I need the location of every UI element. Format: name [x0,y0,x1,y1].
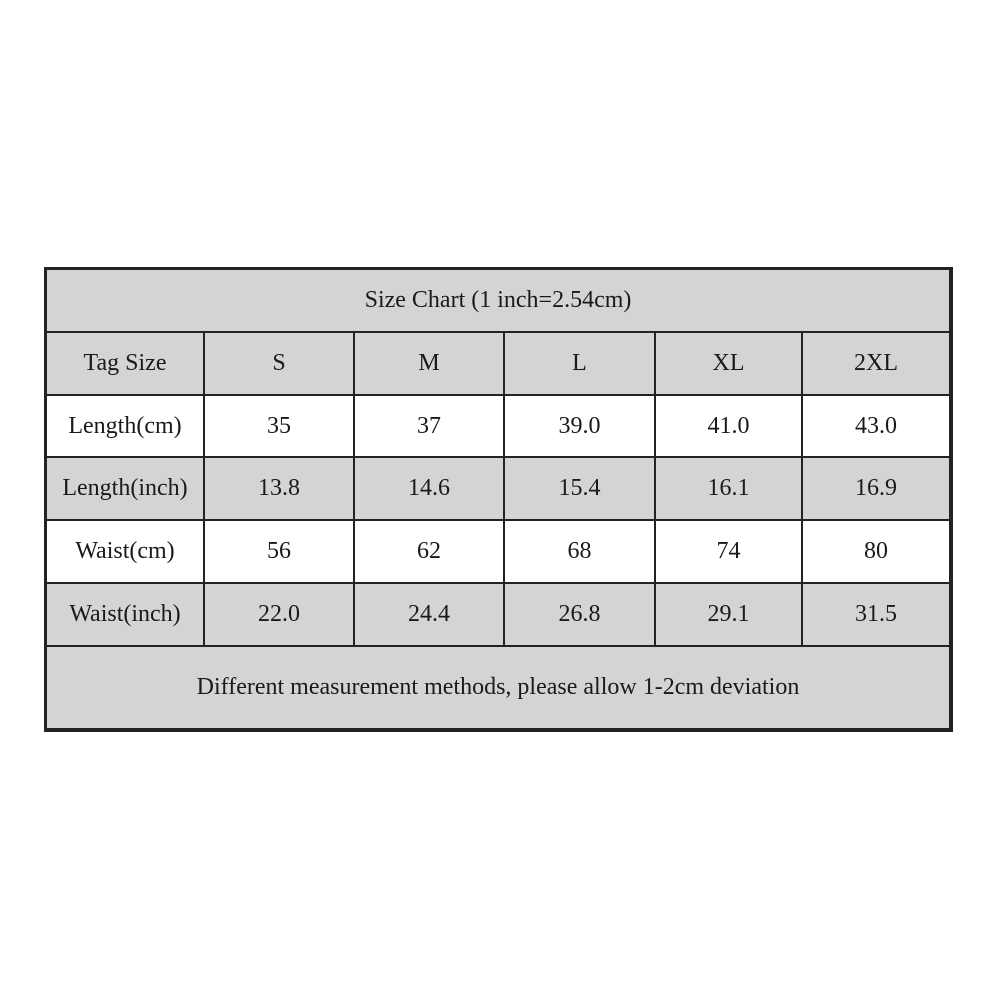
row-label: Length(cm) [47,395,204,458]
table-cell: 16.9 [802,457,949,520]
table-cell: 37 [354,395,504,458]
header-label: Tag Size [47,332,204,395]
size-header-s: S [204,332,354,395]
title-row [47,270,949,332]
table-cell: 24.4 [354,583,504,646]
table-row [47,583,949,646]
table-cell: 35 [204,395,354,458]
table-cell: 14.6 [354,457,504,520]
table-cell: 80 [802,520,949,583]
row-label: Waist(inch) [47,583,204,646]
row-label: Length(inch) [47,457,204,520]
row-label: Waist(cm) [47,520,204,583]
table-cell: 15.4 [504,457,655,520]
deviation-note: Different measurement methods, please allow 1-2cm deviation [47,646,949,728]
note-row [47,646,949,728]
size-header-xl: XL [655,332,802,395]
size-header-m: M [354,332,504,395]
table-cell: 41.0 [655,395,802,458]
table-cell: 26.8 [504,583,655,646]
size-chart-grid [47,270,949,728]
table-cell: 29.1 [655,583,802,646]
size-chart-table [44,267,953,732]
table-cell: 56 [204,520,354,583]
table-cell: 74 [655,520,802,583]
table-cell: 43.0 [802,395,949,458]
table-row [47,395,949,458]
table-cell: 13.8 [204,457,354,520]
table-cell: 39.0 [504,395,655,458]
header-row [47,332,949,395]
table-cell: 22.0 [204,583,354,646]
table-cell: 16.1 [655,457,802,520]
table-cell: 68 [504,520,655,583]
size-header-l: L [504,332,655,395]
table-row [47,457,949,520]
table-cell: 31.5 [802,583,949,646]
table-cell: 62 [354,520,504,583]
size-header-2xl: 2XL [802,332,949,395]
chart-title: Size Chart (1 inch=2.54cm) [47,270,949,332]
table-row [47,520,949,583]
